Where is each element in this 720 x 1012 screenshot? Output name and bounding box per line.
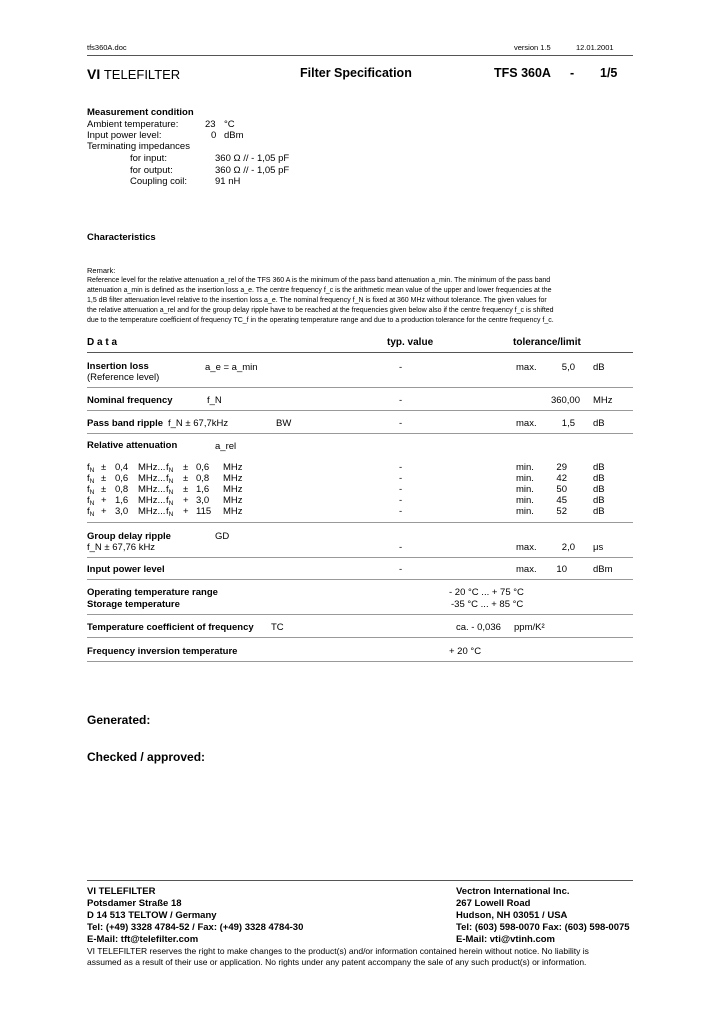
row-rule xyxy=(87,637,633,638)
relative-typ: - xyxy=(399,484,403,495)
ripple-condition: f_N ± 67,7kHz xyxy=(168,418,229,429)
freq-symbol: $f_N$ xyxy=(166,484,174,496)
remark-label: Remark: xyxy=(87,266,116,275)
generated-label: Generated: xyxy=(87,713,151,727)
relative-kind: min. xyxy=(516,506,534,517)
relative-kind: min. xyxy=(516,473,534,484)
freq-sign: + xyxy=(101,495,107,506)
col-typ-value: typ. value xyxy=(387,337,434,348)
input-power-kind: max. xyxy=(516,564,537,575)
reference-level-label: (Reference level) xyxy=(87,372,160,383)
row-rule xyxy=(87,522,633,523)
ripple-unit: dB xyxy=(593,418,605,429)
row-rule xyxy=(87,410,633,411)
relative-unit: dB xyxy=(593,506,605,517)
nominal-frequency-label: Nominal frequency xyxy=(87,395,173,406)
disclaimer-line: VI TELEFILTER reserves the right to make changes to the product(s) and/or information contained herein without notice. No liability is xyxy=(87,946,589,956)
coupling-coil-label: Coupling coil: xyxy=(130,176,188,187)
nominal-unit: MHz xyxy=(593,395,613,406)
input-power-unit: dBm xyxy=(224,130,244,141)
freq-from: 3,0 xyxy=(115,506,129,517)
freq-symbol: $f_N$ xyxy=(166,506,174,518)
footer-right-line: Vectron International Inc. xyxy=(456,886,570,897)
relative-typ: - xyxy=(399,506,403,517)
footer-left-line: D 14 513 TELTOW / Germany xyxy=(87,910,217,921)
input-power-value: 10 xyxy=(556,564,567,575)
ripple-value: 1,5 xyxy=(561,418,575,429)
relative-kind: min. xyxy=(516,495,534,506)
remark-line: due to the temperature coefficient of frequency TC_f in the operating temperature range and due to a production tolerance for the centre frequency f_c. xyxy=(87,317,554,324)
footer-left-line: Tel: (+49) 3328 4784-52 / Fax: (+49) 3328 4784-30 xyxy=(87,922,304,933)
brand-logo xyxy=(87,66,180,82)
ripple-kind: max. xyxy=(516,418,537,429)
freq-mhz: MHz xyxy=(223,462,243,473)
header-rule xyxy=(87,55,633,56)
freq-mhz: MHz xyxy=(223,473,243,484)
footer-right-line: 267 Lowell Road xyxy=(456,898,531,909)
terminating-label: Terminating impedances xyxy=(87,141,190,152)
footer-left-email[interactable]: E-Mail: tft@telefilter.com xyxy=(87,934,199,945)
ambient-value: 23 xyxy=(205,119,216,130)
ripple-symbol: BW xyxy=(276,418,292,429)
freq-sign: ± xyxy=(101,484,107,495)
freq-sign: ± xyxy=(101,462,107,473)
remark-line: 1,5 dB filter attenuation level relative to the insertion loss a_e. The nominal frequency f_N is fixed at 360 MHz without tolerance. The given values for xyxy=(87,297,547,304)
group-delay-condition: f_N ± 67,76 kHz xyxy=(87,542,156,553)
relative-unit: dB xyxy=(593,462,605,473)
version: version 1.5 xyxy=(514,43,551,52)
ripple-typ: - xyxy=(399,418,403,429)
freq-to: 1,6 xyxy=(196,484,210,495)
freq-to: 115 xyxy=(196,506,212,517)
ambient-unit: °C xyxy=(224,119,235,130)
pass-band-ripple-label: Pass band ripple xyxy=(87,418,164,429)
relative-value: 29 xyxy=(556,462,567,473)
for-output-label: for output: xyxy=(130,165,173,176)
freq-symbol: $f_N$ xyxy=(87,484,95,496)
insertion-loss-label: Insertion loss xyxy=(87,361,149,372)
freq-from: 0,4 xyxy=(115,462,129,473)
relative-unit: dB xyxy=(593,484,605,495)
group-delay-typ: - xyxy=(399,542,403,553)
relative-value: 50 xyxy=(556,484,567,495)
title-dash: - xyxy=(570,66,575,80)
freq-sign: ± xyxy=(101,473,107,484)
col-tolerance: tolerance/limit xyxy=(513,337,581,348)
relative-value: 45 xyxy=(556,495,567,506)
tc-symbol: TC xyxy=(271,622,284,633)
checked-approved-label: Checked / approved: xyxy=(87,750,206,764)
footer-right-line: Hudson, NH 03051 / USA xyxy=(456,910,568,921)
freq-sign: ± xyxy=(183,473,189,484)
freq-sign: + xyxy=(183,506,189,517)
characteristics-title: Characteristics xyxy=(87,232,156,243)
for-input-label: for input: xyxy=(130,153,167,164)
group-delay-value: 2,0 xyxy=(561,542,575,553)
group-delay-symbol: GD xyxy=(215,531,230,542)
input-power-label: Input power level: xyxy=(87,130,162,141)
insertion-typ: - xyxy=(399,362,403,373)
freq-to: 3,0 xyxy=(196,495,210,506)
freq-symbol: $f_N$ xyxy=(166,495,174,507)
group-delay-kind: max. xyxy=(516,542,537,553)
brand-vi: VI xyxy=(87,66,101,82)
relative-attenuation-label: Relative attenuation xyxy=(87,440,178,451)
freq-sign: + xyxy=(183,495,189,506)
ambient-label: Ambient temperature: xyxy=(87,119,179,130)
freq-mhz: MHz... xyxy=(138,462,166,473)
coupling-coil-value: 91 nH xyxy=(215,176,241,187)
tc-value: ca. - 0,036 xyxy=(456,622,501,633)
relative-symbol: a_rel xyxy=(215,441,237,452)
freq-mhz: MHz... xyxy=(138,473,166,484)
remark-line: the relative attenuation a_rel and for the group delay ripple have to be reached at the frequencies given below also if the centre frequency f_c is shifted xyxy=(87,307,554,314)
insertion-value: 5,0 xyxy=(561,362,575,373)
footer-right-line: Tel: (603) 598-0070 Fax: (603) 598-0075 xyxy=(456,922,630,933)
brand-name: TELEFILTER xyxy=(103,67,181,82)
relative-typ: - xyxy=(399,495,403,506)
storage-temp-value: -35 °C ... + 85 °C xyxy=(451,599,524,610)
part-number: TFS 360A xyxy=(494,66,551,80)
footer-right-email[interactable]: E-Mail: vti@vtinh.com xyxy=(456,934,555,945)
date: 12.01.2001 xyxy=(576,43,614,52)
freq-from: 0,6 xyxy=(115,473,129,484)
freq-mhz: MHz xyxy=(223,495,243,506)
insertion-symbol: a_e = a_min xyxy=(205,362,258,373)
table-header-rule xyxy=(87,352,633,353)
insertion-unit: dB xyxy=(593,362,605,373)
relative-value: 52 xyxy=(556,506,567,517)
row-rule xyxy=(87,661,633,662)
freq-symbol: $f_N$ xyxy=(87,495,95,507)
freq-from: 1,6 xyxy=(115,495,129,506)
freq-sign: ± xyxy=(183,484,189,495)
remark-line: Reference level for the relative attenuation a_rel of the TFS 360 A is the minimum of the pass band attenuation a_min. The minimum of the pass band xyxy=(87,277,551,284)
for-output-value: 360 Ω // - 1,05 pF xyxy=(215,165,290,176)
freq-to: 0,6 xyxy=(196,462,210,473)
freq-mhz: MHz... xyxy=(138,484,166,495)
freq-from: 0,8 xyxy=(115,484,129,495)
operating-temp-value: - 20 °C ... + 75 °C xyxy=(449,587,524,598)
row-rule xyxy=(87,387,633,388)
relative-typ: - xyxy=(399,462,403,473)
footer-rule xyxy=(87,880,633,881)
inversion-temp-label: Frequency inversion temperature xyxy=(87,646,238,657)
relative-typ: - xyxy=(399,473,403,484)
tc-label: Temperature coefficient of frequency xyxy=(87,622,254,633)
input-power-level-label: Input power level xyxy=(87,564,165,575)
page-number: 1/5 xyxy=(600,66,618,80)
freq-symbol: $f_N$ xyxy=(166,473,174,485)
input-power-typ: - xyxy=(399,564,403,575)
row-rule xyxy=(87,579,633,580)
freq-to: 0,8 xyxy=(196,473,210,484)
freq-mhz: MHz... xyxy=(138,506,166,517)
relative-kind: min. xyxy=(516,462,534,473)
relative-unit: dB xyxy=(593,495,605,506)
measurement-title: Measurement condition xyxy=(87,107,194,118)
nominal-symbol: f_N xyxy=(207,395,222,406)
input-power-unit: dBm xyxy=(593,564,613,575)
row-rule xyxy=(87,557,633,558)
doc-title: Filter Specification xyxy=(300,66,412,80)
disclaimer-line: assumed as a result of their use or application. No rights under any patent accompany the sale of any such product(s) or information. xyxy=(87,957,587,967)
freq-mhz: MHz xyxy=(223,484,243,495)
remark-line: attenuation a_min is defined as the insertion loss a_e. The centre frequency f_c is the arithmetic mean value of the upper and lower frequencies at the xyxy=(87,287,552,294)
nominal-typ: - xyxy=(399,395,403,406)
footer-left-line: VI TELEFILTER xyxy=(87,886,156,897)
freq-symbol: $f_N$ xyxy=(87,462,95,474)
freq-symbol: $f_N$ xyxy=(166,462,174,474)
insertion-kind: max. xyxy=(516,362,537,373)
operating-temp-label: Operating temperature range xyxy=(87,587,218,598)
filename: tfs360A.doc xyxy=(87,43,127,52)
relative-unit: dB xyxy=(593,473,605,484)
relative-value: 42 xyxy=(556,473,567,484)
storage-temp-label: Storage temperature xyxy=(87,599,180,610)
relative-kind: min. xyxy=(516,484,534,495)
freq-sign: ± xyxy=(183,462,189,473)
inversion-temp-value: + 20 °C xyxy=(449,646,482,657)
col-data: D a t a xyxy=(87,337,118,348)
freq-symbol: $f_N$ xyxy=(87,473,95,485)
freq-symbol: $f_N$ xyxy=(87,506,95,518)
footer-left-line: Potsdamer Straße 18 xyxy=(87,898,182,909)
nominal-value: 360,00 xyxy=(550,395,580,406)
group-delay-label: Group delay ripple xyxy=(87,531,171,542)
freq-mhz: MHz... xyxy=(138,495,166,506)
freq-sign: + xyxy=(101,506,107,517)
tc-unit: ppm/K² xyxy=(514,622,545,633)
row-rule xyxy=(87,433,633,434)
row-rule xyxy=(87,614,633,615)
input-power-value: 0 xyxy=(211,130,217,141)
group-delay-unit: μs xyxy=(593,542,604,553)
freq-mhz: MHz xyxy=(223,506,243,517)
for-input-value: 360 Ω // - 1,05 pF xyxy=(215,153,290,164)
